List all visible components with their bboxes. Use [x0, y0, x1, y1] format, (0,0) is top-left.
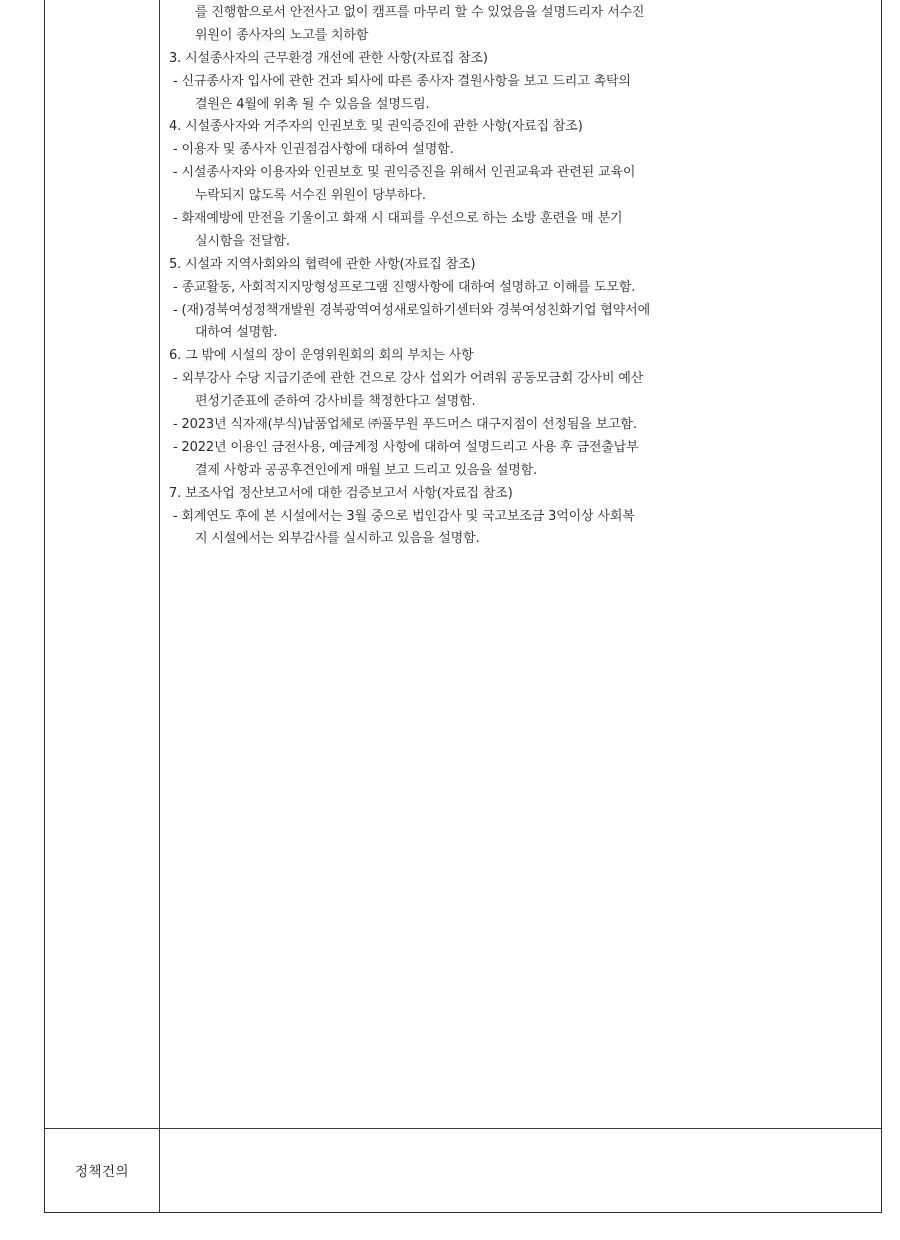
minutes-table	[44, 0, 882, 1213]
content-line: 대하여 설명함.	[195, 325, 278, 341]
content-line: 결원은 4월에 위촉 될 수 있음을 설명드림.	[195, 96, 430, 112]
content-line: - 화재예방에 만전을 기울이고 화재 시 대피를 우선으로 하는 소방 훈련을 매 분기	[173, 211, 623, 227]
content-line: 지 시설에서는 외부감사를 실시하고 있음을 설명함.	[195, 531, 480, 547]
content-line: - 시설종사자와 이용자와 인권보호 및 권익증진을 위해서 인권교육과 관련된 교육이	[173, 165, 636, 181]
section-heading: 6. 그 밖에 시설의 장이 운영위원회의 회의 부치는 사항	[169, 348, 474, 364]
content-line: 실시함을 전달함.	[195, 233, 290, 249]
content-line: 결제 사항과 공공후견인에게 매월 보고 드리고 있음을 설명함.	[195, 462, 538, 478]
section-heading: 3. 시설종사자의 근무환경 개선에 관한 사항(자료집 참조)	[169, 50, 488, 66]
content-line: 를 진행함으로서 안전사고 없이 캠프를 마무리 할 수 있었음을 설명드리자 서수진	[195, 5, 645, 20]
minutes-content	[169, 2, 875, 551]
section-heading: 7. 보조사업 정산보고서에 대한 검증보고서 사항(자료집 참조)	[169, 485, 513, 501]
label-column	[45, 0, 160, 1212]
content-line: - 2023년 식자재(부식)납품업체로 ㈜풀무원 푸드머스 대구지점이 선정됨을 보고함.	[173, 417, 637, 433]
content-line: 위원이 종사자의 노고를 치하함	[195, 27, 369, 43]
row-divider	[45, 1128, 881, 1129]
content-line: - 신규종사자 입사에 관한 건과 퇴사에 따른 종사자 결원사항을 보고 드리고 촉탁의	[173, 73, 631, 89]
content-line: - 외부강사 수당 지급기준에 관한 건으로 강사 섭외가 어려워 공동모금회 강사비 예산	[173, 371, 644, 387]
content-line: - 회계연도 후에 본 시설에서는 3월 중으로 법인감사 및 국고보조금 3억이상 사회복	[173, 508, 635, 524]
content-line: 누락되지 않도록 서수진 위원이 당부하다.	[195, 188, 426, 204]
section-heading: 4. 시설종사자와 거주자의 인권보호 및 권익증진에 관한 사항(자료집 참조)	[169, 119, 583, 135]
content-line: - 종교활동, 사회적지지망형성프로그램 진행사항에 대하여 설명하고 이해를 도모함.	[173, 279, 636, 295]
content-line: - 2022년 이용인 금전사용, 예금계정 사항에 대하여 설명드리고 사용 후 금전출납부	[173, 439, 639, 455]
policy-suggestion-label: 정책건의	[74, 1164, 130, 1180]
content-line: - (재)경북여성정책개발원 경북광역여성새로일하기센터와 경북여성친화기업 협약서에	[173, 302, 651, 318]
minutes-sheet	[44, 0, 882, 1214]
section-heading: 5. 시설과 지역사회와의 협력에 관한 사항(자료집 참조)	[169, 256, 476, 272]
content-line: - 이용자 및 종사자 인권점검사항에 대하여 설명함.	[173, 142, 454, 158]
content-line: 편성기준표에 준하여 강사비를 책정한다고 설명함.	[195, 394, 476, 410]
